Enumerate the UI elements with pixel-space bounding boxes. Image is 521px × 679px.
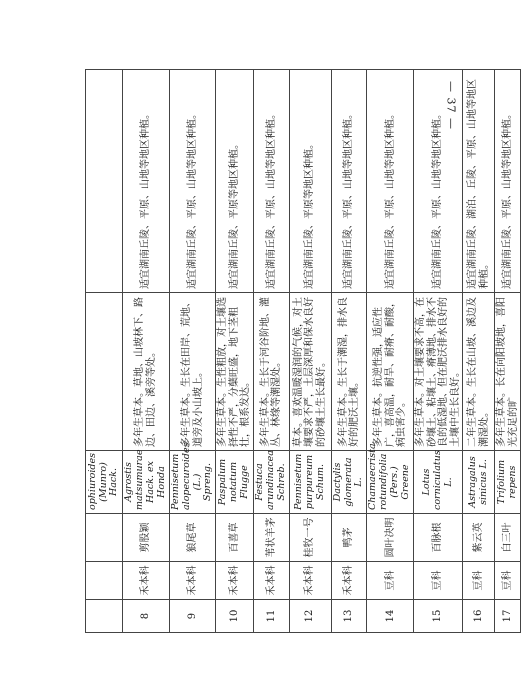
cell-number: 10 bbox=[216, 600, 254, 633]
cell-chinese-name: 圆叶决明 bbox=[367, 514, 414, 562]
cell-suitable-area: 适宜湖南丘陵、平原等地区种植。 bbox=[289, 70, 331, 293]
cell-number: 9 bbox=[169, 600, 216, 633]
table-row bbox=[414, 70, 463, 633]
cell-characteristics: 多年生草本。生性粗放，对土壤选择性不严，分蘖旺盛，地下茎粗壮，根系发达。 bbox=[216, 293, 254, 451]
cell-characteristics: 多年生草本。生长在田岸、荒地、道旁及小山坡上。 bbox=[169, 293, 216, 451]
table-row bbox=[331, 70, 367, 633]
cell-scientific-name: Lotus corniculatus L. bbox=[414, 451, 463, 514]
cell-scientific-name: Festuca arundinacea Schreb. bbox=[253, 451, 289, 514]
table-row bbox=[216, 70, 254, 633]
cell-suitable-area: 适宜湖南丘陵、平原、山地等地区种植。 bbox=[253, 70, 289, 293]
cell-empty bbox=[86, 70, 123, 293]
table-row bbox=[253, 70, 289, 633]
cell-chinese-name: 白三叶 bbox=[495, 514, 521, 562]
cell-family: 豆科 bbox=[495, 562, 521, 600]
table-row bbox=[495, 70, 521, 633]
cell-chinese-name: 紫云英 bbox=[463, 514, 495, 562]
cell-empty bbox=[86, 600, 123, 633]
cell-family: 禾本科 bbox=[331, 562, 367, 600]
cell-number: 8 bbox=[123, 600, 170, 633]
cell-scientific-name: Paspalum notatum Flugge bbox=[216, 451, 254, 514]
cell-scientific-name: Chamaecrista rotundifolia (Pers.) Greene bbox=[367, 451, 414, 514]
cell-number: 11 bbox=[253, 600, 289, 633]
cell-characteristics: 二年生草本。生长在山坡、溪边及潮湿处。 bbox=[463, 293, 495, 451]
page-number: — 37 — bbox=[444, 80, 458, 130]
cell-suitable-area: 适宜湖南丘陵、湖泊、丘陵、平原、山地等地区种植。 bbox=[463, 70, 495, 293]
cell-chinese-name: 百喜草 bbox=[216, 514, 254, 562]
cell-empty bbox=[86, 562, 123, 600]
cell-number: 17 bbox=[495, 600, 521, 633]
cell-family: 禾本科 bbox=[169, 562, 216, 600]
cell-scientific-name: ophiuroides (Munro) Hack. bbox=[86, 451, 123, 514]
cell-scientific-name: Dactylis glomerata L. bbox=[331, 451, 367, 514]
cell-family: 禾本科 bbox=[216, 562, 254, 600]
cell-suitable-area: 适宜湖南丘陵、平原、山地等地区种植。 bbox=[414, 70, 463, 293]
cell-number: 14 bbox=[367, 600, 414, 633]
cell-family: 豆科 bbox=[463, 562, 495, 600]
cell-scientific-name: Astragalus sinicus L. bbox=[463, 451, 495, 514]
cell-scientific-name: Pennisetum alopecuroides (L.) Spreng. bbox=[169, 451, 216, 514]
cell-scientific-name: Trifolium repens bbox=[495, 451, 521, 514]
table-row bbox=[463, 70, 495, 633]
table-row bbox=[169, 70, 216, 633]
cell-characteristics: 草本。喜欢温暖湿润的气候，对土壤要求不严，土层深厚和保水良好的砂壤土生长最好。 bbox=[289, 293, 331, 451]
cell-number: 16 bbox=[463, 600, 495, 633]
cell-suitable-area: 适宜湖南丘陵、平原、山地等地区种植。 bbox=[123, 70, 170, 293]
cell-suitable-area: 适宜湖南丘陵、平原等地区种植。 bbox=[216, 70, 254, 293]
cell-number: 15 bbox=[414, 600, 463, 633]
cell-characteristics: 多年生草本。抗逆性强，适应性广，喜高温，耐旱、耐瘠、耐酸，病虫害少。 bbox=[367, 293, 414, 451]
cell-suitable-area: 适宜湖南丘陵、平原、山地等地区种植。 bbox=[495, 70, 521, 293]
cell-empty bbox=[86, 293, 123, 451]
table-row bbox=[123, 70, 170, 633]
cell-suitable-area: 适宜湖南丘陵、平原、山地等地区种植。 bbox=[169, 70, 216, 293]
cell-suitable-area: 适宜湖南丘陵、平原、山地等地区种植。 bbox=[331, 70, 367, 293]
cell-characteristics: 多年生草本。草地、山坡林下、路边、田边、溪旁等处。 bbox=[123, 293, 170, 451]
cell-family: 豆科 bbox=[414, 562, 463, 600]
cell-chinese-name: 剪股颖 bbox=[123, 514, 170, 562]
cell-characteristics: 多年生草本。长在向阳坡地，喜阳光充足的旷 bbox=[495, 293, 521, 451]
cell-scientific-name: Pennisetum purpureum Schum. bbox=[289, 451, 331, 514]
cell-chinese-name: 苇状羊茅 bbox=[253, 514, 289, 562]
cell-family: 禾本科 bbox=[253, 562, 289, 600]
cell-characteristics: 多年生草本。生长于河谷阶地、灌丛、林缘等潮湿处。 bbox=[253, 293, 289, 451]
cell-chinese-name: 桂牧一号 bbox=[289, 514, 331, 562]
table-row bbox=[367, 70, 414, 633]
cell-family: 禾本科 bbox=[123, 562, 170, 600]
cell-number: 12 bbox=[289, 600, 331, 633]
cell-number: 13 bbox=[331, 600, 367, 633]
cell-characteristics: 多年生草本。生长于潮湿，排水良好的肥沃土壤。 bbox=[331, 293, 367, 451]
plant-species-table bbox=[85, 69, 521, 633]
cell-family: 豆科 bbox=[367, 562, 414, 600]
cell-suitable-area: 适宜湖南丘陵、平原、山地等地区种植。 bbox=[367, 70, 414, 293]
table-row bbox=[289, 70, 331, 633]
cell-chinese-name: 百脉根 bbox=[414, 514, 463, 562]
cell-chinese-name: 狼尾草 bbox=[169, 514, 216, 562]
cell-scientific-name: Agrostis matsumurae Hack. ex Honda bbox=[123, 451, 170, 514]
table-row bbox=[86, 70, 123, 633]
cell-chinese-name: 鸭茅 bbox=[331, 514, 367, 562]
cell-characteristics: 多年生草本。对土壤要求不高，在砂壤土、粘壤土、瘠薄地、排水不良的低湿地、但在肥沃排水良好的土壤中生长良好。 bbox=[414, 293, 463, 451]
cell-empty bbox=[86, 514, 123, 562]
cell-family: 禾本科 bbox=[289, 562, 331, 600]
